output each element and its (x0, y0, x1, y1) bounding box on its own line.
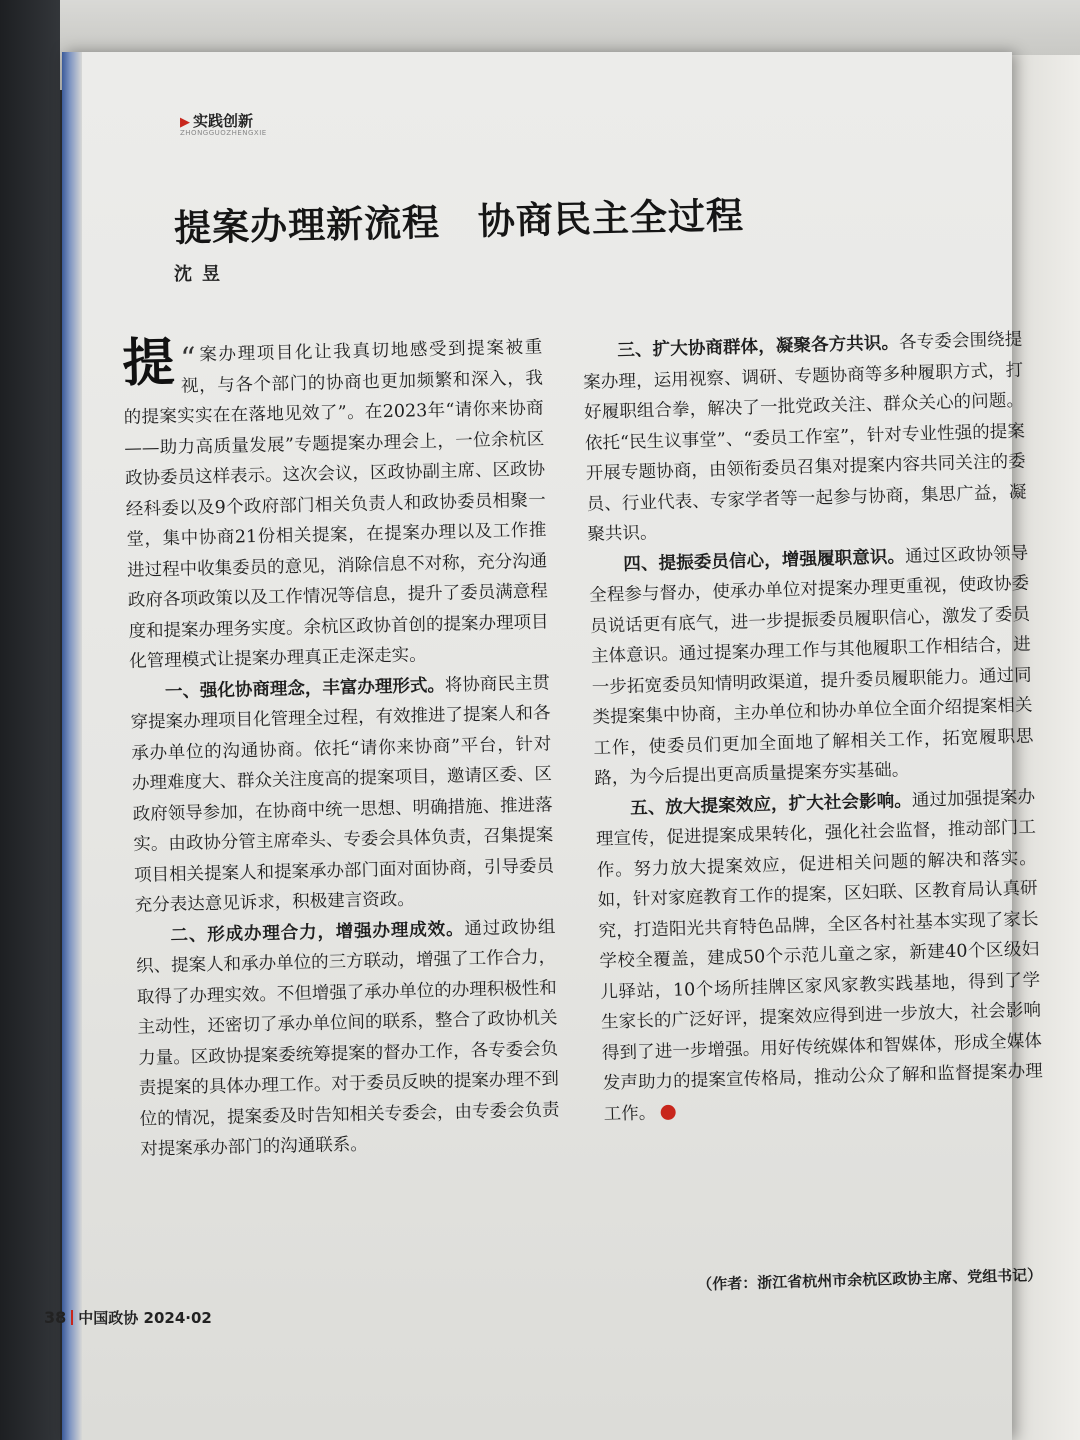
page-footer (44, 1307, 212, 1328)
end-mark-icon (660, 1104, 675, 1119)
paragraph-1 (130, 668, 555, 921)
right-column (582, 325, 1044, 1130)
paragraph-text: 通过加强提案办理宣传，促进提案成果转化，强化社会监督，推动部门工作。努力放大提案效应，促进相关问题的解决和落实。如，针对家庭教育工作的提案，区妇联、区教育局认真研究，打造阳光共育特色品牌，全区各村社基本实现了家长学校全覆盖，建成50个示范儿童之家，新建40个区级妇儿驿站，10个场所挂牌区家风家教实践基地，得到了学生家长的广泛好评，提案效应得到进一步放大，社会影响得到了进一步增强。用好传统媒体和智媒体，形成全媒体发声助力的提案宣传格局，推动公众了解和监督提案办理工作。 (595, 787, 1043, 1125)
desk-edge (0, 0, 60, 1440)
issue-number: 2024·02 (143, 1309, 212, 1327)
article-author: 沈昱 (174, 264, 230, 285)
section-subtitle: ZHONGGUOZHENGXIE (180, 129, 267, 137)
paragraph-heading: 二、形成办理合力，增强办理成效。 (170, 918, 465, 946)
left-column (122, 332, 561, 1165)
magazine-page (44, 52, 1043, 1440)
article-title: 提案办理新流程 协商民主全过程 (173, 193, 745, 250)
paragraph-heading: 五、放大提案效应，扩大社会影响。 (629, 790, 913, 819)
paragraph-4 (588, 538, 1035, 794)
divider (71, 1310, 73, 1325)
paragraph-text: 案办理项目化让我真切地感受到提案被重视，与各个部门的协商也更加频繁和深入，我的提案实实在在落地见效了”。在2023年“请你来协商——助力高质量发展”专题提案办理会上，一位余杭区政协委员这样表示。这次会议，区政协副主席、区政协经科委以及9个政府部门相关负责人和政协委员相聚一堂，集中协商21份相关提案，在提案办理以及工作推进过程中收集委员的意见，消除信息不对称，充分沟通政府各项政策以及工作情况等信息，提升了委员满意程度和提案办理务实度。余杭区政协首创的提案办理项目化管理模式让提案办理真正走深走实。 (123, 337, 549, 672)
paragraph-text: 通过政协组织、提案人和承办单位的三方联动，增强了工作合力，取得了办理实效。不但增强了承办单位的办理积极性和主动性，还密切了承办单位间的联系，整合了政协机关力量。区政协提案委统筹提案的督办工作，各专委会负责提案的具体办理工作。对于委员反映的提案办理不到位的情况，提案委及时告知相关专委会，由专委会负责对提案承办部门的沟通联系。 (135, 916, 560, 1160)
page-number: 38 (44, 1308, 67, 1327)
author-note: （作者：浙江省杭州市余杭区政协主席、党组书记） (697, 1265, 1043, 1294)
paragraph-heading: 四、提振委员信心，增强履职意识。 (623, 546, 906, 575)
paragraph-text: 通过区政协领导全程参与督办，使承办单位对提案办理更重视，使政协委员说话更有底气，进一步提振委员履职信心，激发了委员主体意识。通过提案办理工作与其他履职工作相结合，进一步拓宽委员知情明政渠道，提升委员履职能力。通过同类提案集中协商，主办单位和协办单位全面介绍提案相关工作，使委员们更加全面地了解相关工作，拓宽履职思路，为今后提出更高质量提案夯实基础。 (588, 543, 1034, 789)
paragraph-2 (135, 912, 560, 1165)
page-spine (62, 52, 82, 1440)
magazine-name: 中国政协 (78, 1309, 139, 1327)
paragraph-5 (595, 782, 1044, 1130)
quote-mark-icon: “ (180, 341, 197, 377)
paragraph-heading: 三、扩大协商群体，凝聚各方共识。 (617, 333, 900, 362)
paragraph-intro (122, 332, 550, 677)
paragraph-heading: 一、强化协商理念，丰富办理形式。 (164, 675, 446, 702)
paragraph-3 (582, 325, 1028, 551)
paragraph-text: 将协商民主贯穿提案办理项目化管理全过程，有效推进了提案人和各承办单位的沟通协商。依托“请你来协商”平台，针对办理难度大、群众关注度高的提案项目，邀请区委、区政府领导参加，在协商中统一思想、明确措施、推进落实。由政协分管主席牵头、专委会具体负责，召集提案项目相关提案人和提案承办部门面对面协商，引导委员充分表达意见诉求，积极建言资政。 (130, 672, 555, 916)
triangle-icon: ▶ (180, 115, 190, 130)
section-label: 实践创新 (193, 112, 254, 130)
section-tag (180, 110, 253, 131)
paragraph-text: 各专委会围绕提案办理，运用视察、调研、专题协商等多种履职方式，打好履职组合拳，解决了一批党政关注、群众关心的问题。依托“民生议事堂”、“委员工作室”，针对专业性强的提案开展专题协商，由领衔委员召集对提案内容共同关注的委员、行业代表、专家学者等一起参与协商，集思广益，凝聚共识。 (582, 329, 1027, 545)
dropcap: 提 (121, 331, 176, 394)
